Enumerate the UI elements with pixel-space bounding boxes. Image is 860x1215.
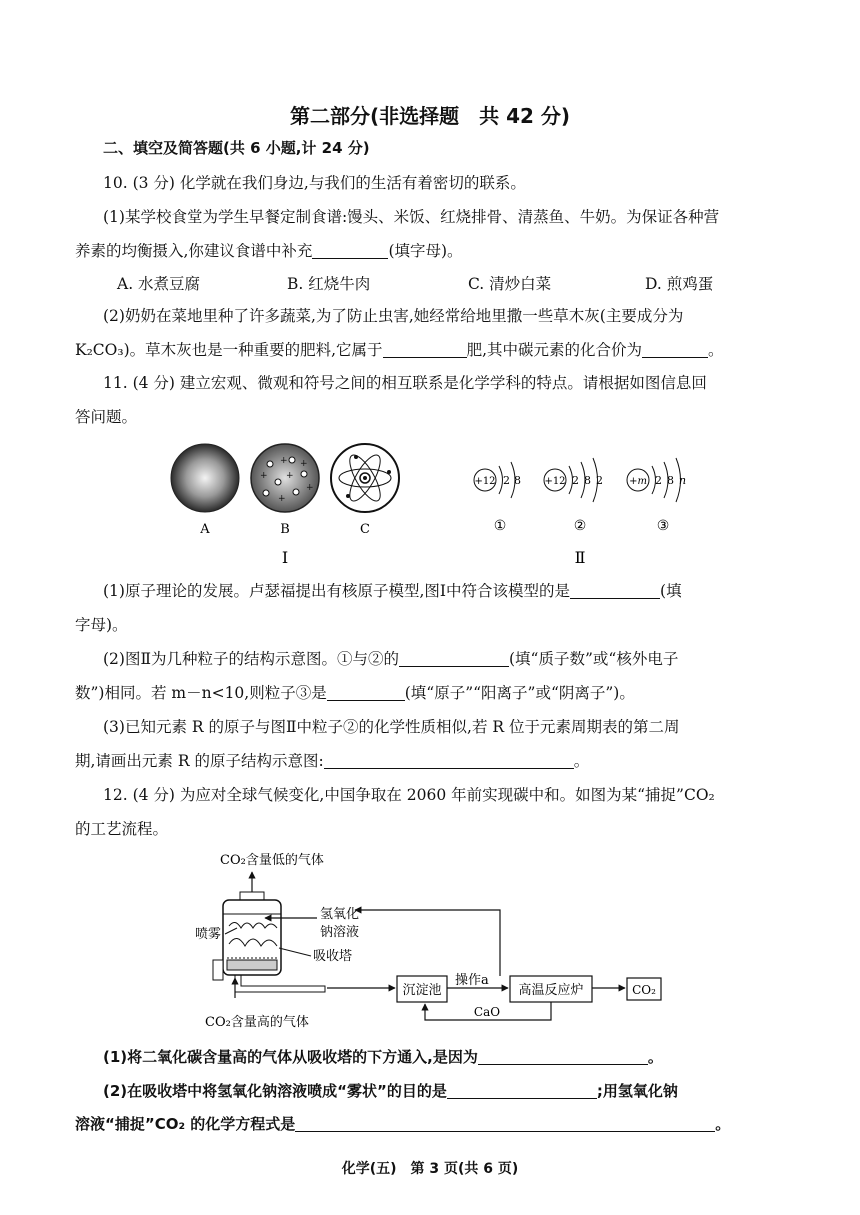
svg-text:+: +: [300, 459, 308, 469]
q12-p2-tail: ;用氢氧化钠: [596, 1082, 678, 1100]
q12-process-diagram: [195, 848, 675, 1038]
particle-3-diagram: [627, 458, 686, 502]
q10-p2-end: 。: [708, 341, 724, 359]
operation-a-label: 操作a: [455, 973, 489, 988]
particle-2-diagram: [544, 458, 603, 502]
q10-option-c: C. 清炒白菜: [468, 275, 552, 293]
q11-p2-tail2: (填“原子”“阳离子”或“阴离子”)。: [404, 684, 635, 702]
q12-stem-line1: 12. (4 分) 为应对全球气候变化,中国争取在 2060 年前实现碳中和。如图为某“捕捉”CO₂: [103, 786, 715, 804]
q10-p1-line2: [75, 240, 790, 262]
particle-2-shell-2: 8: [584, 474, 591, 487]
q12-p2-text: (2)在吸收塔中将氢氧化钠溶液喷成“雾状”的目的是: [103, 1082, 447, 1100]
q11-figure: [160, 438, 720, 573]
page-footer: 化学(五) 第 3 页(共 6 页): [341, 1161, 519, 1177]
q11-p3-end: 。: [573, 752, 590, 770]
q10-p2-blank2[interactable]: [642, 341, 708, 358]
q11-p2-line2: [75, 682, 790, 704]
naoh-label-2: 钠溶液: [320, 925, 360, 940]
model-c-nuclear-atom: [331, 444, 399, 512]
particle-2-shell-3: 2: [596, 474, 603, 487]
q11-p1-line2: 字母)。: [75, 616, 128, 634]
q10-p2-text: K₂CO₃)。草木灰也是一种重要的肥料,它属于: [75, 341, 383, 359]
svg-text:+: +: [286, 471, 294, 481]
particle-3-nucleus: +m: [629, 476, 647, 487]
particle-1-diagram: [474, 462, 521, 498]
q11-p3-text: 期,请画出元素 R 的原子结构示意图:: [75, 752, 324, 770]
q12-p2-blank2[interactable]: [295, 1115, 715, 1132]
naoh-label-1: 氢氧化: [320, 907, 360, 922]
q11-p1-blank[interactable]: [570, 582, 660, 599]
figure-2-caption: Ⅱ: [574, 548, 586, 567]
particle-3-shell-2: 8: [667, 474, 674, 487]
q10-p2-mid: 肥,其中碳元素的化合价为: [466, 341, 642, 359]
q11-p2-blank2[interactable]: [327, 684, 405, 701]
q10-p1-text: 养素的均衡摄入,你建议食谱中补充: [75, 242, 313, 260]
q11-p3-line1: (3)已知元素 R 的原子与图Ⅱ中粒子②的化学性质相似,若 R 位于元素周期表的第二周: [103, 718, 680, 736]
q11-p2-tail: (填“质子数”或“核外电子: [509, 650, 679, 668]
particle-2-label: ②: [573, 518, 587, 534]
particle-1-nucleus: +12: [474, 476, 496, 487]
q11-p1-text: (1)原子理论的发展。卢瑟福提出有核原子模型,图Ⅰ中符合该模型的是: [103, 582, 571, 600]
q12-p1-blank[interactable]: [478, 1048, 648, 1065]
top-gas-label: CO₂含量低的气体: [220, 853, 324, 868]
particle-1-shell-1: 2: [503, 474, 510, 487]
furnace-label: 高温反应炉: [518, 983, 584, 998]
absorption-tower: [213, 892, 325, 998]
particle-3-shell-1: 2: [655, 474, 662, 487]
q11-p3-line2: [75, 750, 790, 772]
q11-stem-line2: 答问题。: [75, 408, 138, 426]
q11-p2-blank1[interactable]: [399, 650, 509, 667]
q12-p2-line2: [75, 1113, 790, 1135]
model-c-label: C: [360, 522, 370, 537]
q10-p1-line1: (1)某学校食堂为学生早餐定制食谱:馒头、米饭、红烧排骨、清蒸鱼、牛奶。为保证各种营: [103, 208, 720, 226]
particle-1-label: ①: [493, 518, 507, 534]
q12-p2-blank1[interactable]: [447, 1082, 597, 1099]
model-a-sphere: [171, 444, 239, 512]
q10-p1-blank[interactable]: [312, 242, 388, 259]
q11-p2-text: (2)图Ⅱ为几种粒子的结构示意图。①与②的: [103, 650, 399, 668]
q12-p2-text2: 溶液“捕捉”CO₂ 的化学方程式是: [75, 1115, 296, 1133]
settling-tank-label: 沉淀池: [402, 983, 442, 998]
q10-option-a: A. 水煮豆腐: [117, 275, 201, 293]
particle-1-shell-2: 8: [514, 474, 521, 487]
particle-2-nucleus: +12: [544, 476, 566, 487]
part-title: 第二部分(非选择题 共 42 分): [289, 104, 571, 128]
q10-p1-tail: (填字母)。: [388, 242, 463, 260]
svg-text:+: +: [280, 456, 288, 466]
svg-text:+: +: [306, 483, 314, 493]
q12-p2-line1: [103, 1080, 790, 1102]
bottom-gas-label: CO₂含量高的气体: [205, 1015, 309, 1030]
cao-label: CaO: [473, 1005, 501, 1019]
q10-p2-blank1[interactable]: [383, 341, 467, 358]
q11-p1-line1: [103, 580, 790, 602]
q10-p2-line1: (2)奶奶在菜地里种了许多蔬菜,为了防止虫害,她经常给地里撒一些草木灰(主要成分为: [103, 307, 684, 325]
q11-p2-text2: 数”)相同。若 m－n<10,则粒子③是: [75, 684, 327, 702]
q12-stem-line2: 的工艺流程。: [75, 820, 169, 838]
q12-p1-text: (1)将二氧化碳含量高的气体从吸收塔的下方通入,是因为: [103, 1048, 478, 1066]
model-a-label: A: [200, 522, 210, 537]
model-b-plum-pudding: [251, 444, 319, 512]
product-label: CO₂: [632, 983, 656, 997]
q11-p1-tail: (填: [660, 582, 682, 600]
figure-1-caption: Ⅰ: [281, 548, 289, 567]
q11-stem-line1: 11. (4 分) 建立宏观、微观和符号之间的相互联系是化学学科的特点。请根据如图信息回: [103, 374, 707, 392]
svg-text:+: +: [260, 471, 268, 481]
spray-label: 喷雾: [195, 927, 222, 942]
tower-label: 吸收塔: [313, 949, 353, 964]
section-title: 二、填空及简答题(共 6 小题,计 24 分): [103, 139, 370, 157]
q10-option-d: D. 煎鸡蛋: [645, 275, 714, 293]
particle-3-label: ③: [656, 518, 670, 534]
q12-p1: [103, 1046, 790, 1068]
particle-2-shell-1: 2: [572, 474, 579, 487]
q10-option-b: B. 红烧牛肉: [287, 275, 371, 293]
q11-p3-blank[interactable]: [324, 752, 574, 769]
model-b-label: B: [280, 522, 290, 537]
q12-p2-end: 。: [715, 1115, 731, 1133]
particle-3-shell-3: n: [679, 474, 687, 487]
q10-p2-line2: [75, 339, 790, 361]
q12-p1-end: 。: [647, 1048, 663, 1066]
q10-stem: 10. (3 分) 化学就在我们身边,与我们的生活有着密切的联系。: [103, 174, 526, 192]
svg-text:+: +: [278, 494, 286, 504]
q11-p2-line1: [103, 648, 790, 670]
